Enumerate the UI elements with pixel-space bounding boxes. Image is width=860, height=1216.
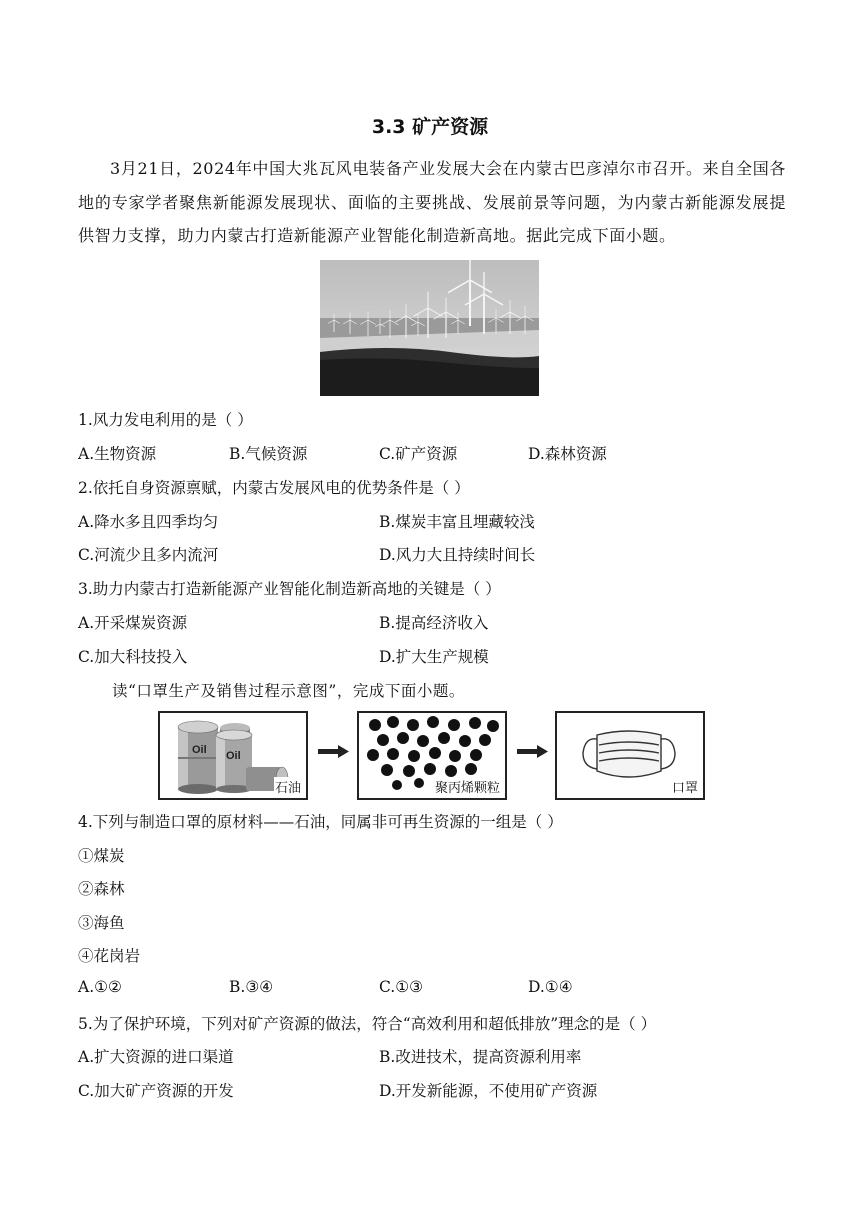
oil-step-label: 石油 <box>274 777 302 796</box>
q4-item-2: ②森林 <box>78 880 125 898</box>
q3-option-c[interactable]: C.加大科技投入 <box>78 648 188 666</box>
q3-option-b[interactable]: B.提高经济收入 <box>379 614 489 632</box>
q1-option-b[interactable]: B.气候资源 <box>229 445 308 463</box>
arrow-right-icon <box>318 745 350 759</box>
q1-option-a[interactable]: A.生物资源 <box>78 445 157 463</box>
q4-option-c[interactable]: C.①③ <box>379 978 424 996</box>
q5-option-a[interactable]: A.扩大资源的进口渠道 <box>78 1048 234 1066</box>
barrel-label-right: Oil <box>226 750 241 762</box>
q5-option-b[interactable]: B.改进技术，提高资源利用率 <box>379 1048 582 1066</box>
diagram-intro: 读“口罩生产及销售过程示意图”，完成下面小题。 <box>112 682 465 700</box>
wind-farm-illustration <box>320 260 539 396</box>
q3-option-d[interactable]: D.扩大生产规模 <box>379 648 489 666</box>
polypropylene-step-box <box>357 711 507 800</box>
q5-stem: 5.为了保护环境，下列对矿产资源的做法，符合“高效利用和超低排放”理念的是（ ） <box>78 1015 657 1033</box>
q4-item-4: ④花岗岩 <box>78 947 141 965</box>
q2-option-a[interactable]: A.降水多且四季均匀 <box>78 513 219 531</box>
q1-option-d[interactable]: D.森林资源 <box>528 445 607 463</box>
q5-option-c[interactable]: C.加大矿产资源的开发 <box>78 1082 234 1100</box>
wind-farm-photo <box>320 260 539 396</box>
page-title: 3.3 矿产资源 <box>371 116 489 138</box>
q2-stem: 2.依托自身资源禀赋，内蒙古发展风电的优势条件是（ ） <box>78 479 470 497</box>
q5-option-d[interactable]: D.开发新能源，不使用矿产资源 <box>379 1082 598 1100</box>
q3-stem: 3.助力内蒙古打造新能源产业智能化制造新高地的关键是（ ） <box>78 580 501 598</box>
arrow-right-icon <box>517 745 549 759</box>
q3-option-a[interactable]: A.开采煤炭资源 <box>78 614 188 632</box>
q2-option-d[interactable]: D.风力大且持续时间长 <box>379 546 536 564</box>
q1-stem: 1.风力发电利用的是（ ） <box>78 411 253 429</box>
barrel-label-left: Oil <box>192 744 207 756</box>
q4-item-1: ①煤炭 <box>78 847 125 865</box>
q4-option-d[interactable]: D.①④ <box>528 978 573 996</box>
q4-stem: 4.下列与制造口罩的原材料——石油，同属非可再生资源的一组是（ ） <box>78 813 563 831</box>
q4-option-a[interactable]: A.①② <box>78 978 122 996</box>
oil-step-box <box>158 711 308 800</box>
polypropylene-step-label: 聚丙烯颗粒 <box>434 777 501 796</box>
q4-option-b[interactable]: B.③④ <box>229 978 274 996</box>
mask-step-label: 口罩 <box>671 777 699 796</box>
mask-process-diagram <box>158 711 704 800</box>
q1-option-c[interactable]: C.矿产资源 <box>379 445 458 463</box>
mask-step-box <box>555 711 705 800</box>
q2-option-b[interactable]: B.煤炭丰富且埋藏较浅 <box>379 513 535 531</box>
q2-option-c[interactable]: C.河流少且多内流河 <box>78 546 219 564</box>
intro-paragraph: 3月21日，2024年中国大兆瓦风电装备产业发展大会在内蒙古巴彦淖尔市召开。来自全国各地的专家学者聚焦新能源发展现状、面临的主要挑战、发展前景等问题，为内蒙古新能源发展提供智力支撑，助力内蒙古打造新能源产业智能化制造新高地。据此完成下面小题。 <box>78 159 786 245</box>
q4-item-3: ③海鱼 <box>78 914 125 932</box>
